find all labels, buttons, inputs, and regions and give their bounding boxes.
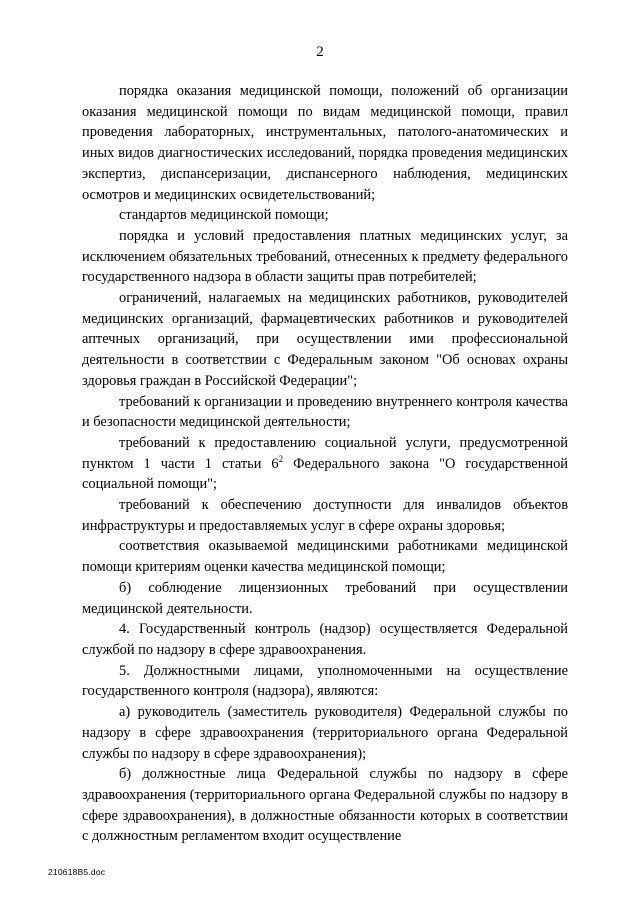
paragraph: б) соблюдение лицензионных требований при осуществлении медицинской деятельности. (82, 579, 568, 617)
paragraph: порядка и условий предоставления платных медицинских услуг, за исключением обязательных требований, отнесенных к предмету федерального государственного надзора в области защиты прав потребителей; (82, 227, 568, 286)
paragraph: 5. Должностными лицами, уполномоченными на осуществление государственного контроля (надзора), являются: (82, 662, 568, 700)
paragraph: 4. Государственный контроль (надзор) осуществляется Федеральной службой по надзору в сфере здравоохранения. (82, 621, 568, 658)
paragraph: стандартов медицинской помощи; (119, 207, 329, 224)
paragraph-text: Федерального закона "О государственной социальной помощи"; (82, 455, 568, 493)
footer-file-name: 210618B5.doc (48, 867, 106, 877)
page-number: 2 (316, 44, 324, 60)
superscript: 2 (278, 453, 284, 464)
document-body (82, 81, 568, 847)
paragraph: порядка оказания медицинской помощи, положений об организации оказания медицинской помощи по видам медицинской помощи, правил проведения лабораторных, инструментальных, патолого-анатомических и иных видов диагностических исследований, порядка проведения медицинских экспертиз, диспансеризации, диспансерного наблюдения, медицинских осмотров и медицинских освидетельствований; (82, 83, 568, 203)
paragraph-with-superscript (82, 433, 568, 495)
paragraph: соответствия оказываемой медицинскими работниками медицинской помощи критериям оценки качества медицинской помощи; (82, 538, 568, 576)
paragraph: требований к организации и проведению внутреннего контроля качества и безопасности медицинской деятельности; (82, 393, 568, 431)
paragraph: б) должностные лица Федеральной службы по надзору в сфере здравоохранения (территориального органа Федеральной службы по надзору в сфере здравоохранения), в должностные обязанности которых в соответствии с должностным регламентом входит осуществление (82, 766, 568, 845)
paragraph: а) руководитель (заместитель руководителя) Федеральной службы по надзору в сфере здравоохранения (территориального органа Федеральной службы по надзору в сфере здравоохранения); (82, 704, 568, 762)
paragraph-text: требований к предоставлению социальной услуги, предусмотренной пунктом 1 части 1 статьи 6 (82, 434, 568, 472)
paragraph: ограничений, налагаемых на медицинских работников, руководителей медицинских организаций, фармацевтических работников и руководителей аптечных организаций, при осуществлении ими профессиональной деятельности в соответствии с Федеральным законом "Об основах охраны здоровья граждан в Российской Федерации"; (82, 290, 568, 389)
paragraph: требований к обеспечению доступности для инвалидов объектов инфраструктуры и предоставляемых услуг в сфере охраны здоровья; (82, 497, 568, 534)
